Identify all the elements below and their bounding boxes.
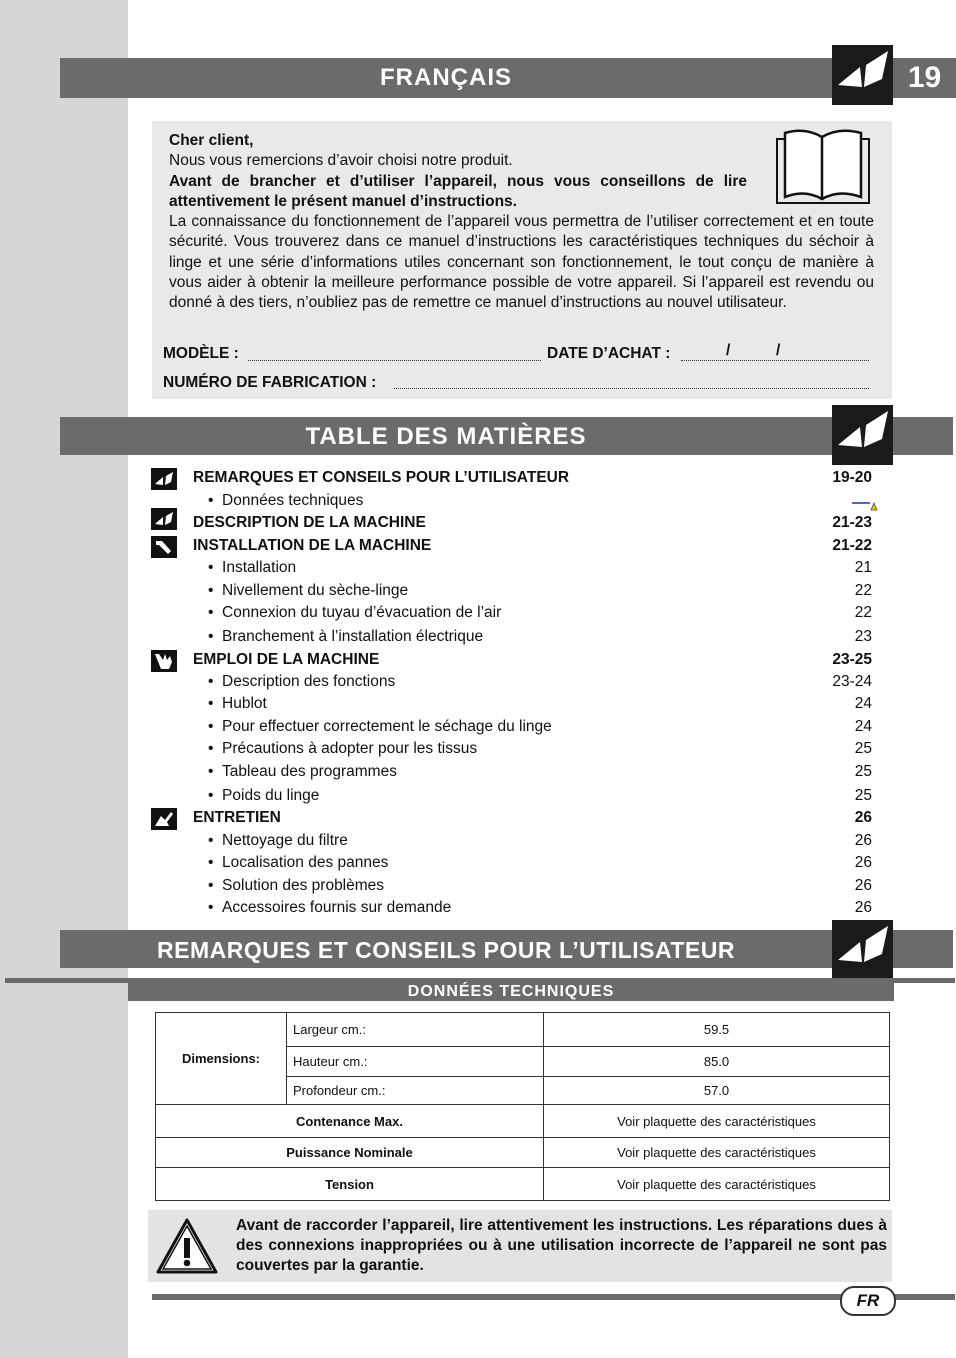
section-title: REMARQUES ET CONSEILS POUR L’UTILISATEUR [157, 937, 735, 963]
thanks-text: Nous vous remercions d’avoir choisi notre produit. [169, 152, 513, 170]
header-bar [60, 58, 832, 98]
dimensions-label: Dimensions: [156, 1013, 287, 1105]
book-icon-box [832, 45, 893, 105]
toc-bullet-label: • Description des fonctions [208, 673, 396, 690]
book-icon-box [832, 920, 893, 978]
toc-subentry[interactable] [193, 876, 872, 896]
toc-subentry[interactable] [193, 853, 872, 873]
purchase-date-field[interactable] [681, 360, 869, 361]
toc-bullet-label: • Nettoyage du filtre [208, 832, 348, 849]
date-slash: / [776, 342, 781, 359]
toc-entry-label: REMARQUES ET CONSEILS POUR L’UTILISATEUR [193, 469, 570, 486]
toc-entry-page: 21-22 [832, 537, 872, 554]
cleaning-icon [151, 808, 177, 830]
greeting: Cher client, [169, 132, 254, 149]
toc-subentry[interactable] [193, 762, 872, 782]
intro-box [152, 121, 892, 399]
toc-bullet-label: • Données techniques [208, 492, 364, 509]
footer-line [152, 1294, 955, 1300]
toc-subentry-page: 22 [854, 582, 872, 599]
toc-entry-page: 23-25 [832, 651, 872, 668]
toc-subentry-label: Poids du linge [222, 787, 320, 804]
toc-subentry-page: 26 [854, 832, 872, 849]
toc-subentry[interactable] [193, 581, 872, 601]
open-book-icon [832, 405, 893, 465]
open-book-icon [832, 920, 893, 978]
width-value: 59.5 [544, 1013, 890, 1047]
toc-bullet-label: • Poids du linge [208, 787, 320, 804]
toc-subentry-page: 25 [854, 763, 872, 780]
toc-subentry-label: Nettoyage du filtre [222, 832, 348, 849]
date-slash: / [726, 342, 731, 359]
toc-entry-page: 21-23 [832, 514, 872, 531]
toc-subentry-label: Hublot [222, 695, 267, 712]
toc-subentry-label: Pour effectuer correctement le séchage du linge [222, 718, 552, 735]
toc-subentry-page: 25 [854, 787, 872, 804]
toc-bullet-label: • Pour effectuer correctement le séchage du linge [208, 718, 552, 735]
toc-entry[interactable] [193, 536, 872, 556]
toc-entry-label: DESCRIPTION DE LA MACHINE [193, 514, 426, 531]
toc-subentry-label: Description des fonctions [222, 673, 396, 690]
serial-field[interactable] [394, 388, 869, 389]
toc-entry[interactable] [193, 650, 872, 670]
toc-subentry-page: 21 [854, 559, 872, 576]
toc-subentry[interactable] [193, 672, 872, 692]
toc-subentry-page: 26 [854, 854, 872, 871]
toc-subentry-page: 24 [854, 718, 872, 735]
toc-bullet-label: • Connexion du tuyau d’évacuation de l’air [208, 604, 502, 621]
toc-bullet-label: • Localisation des pannes [208, 854, 389, 871]
toc-subentry[interactable] [193, 694, 872, 714]
purchase-date-label: DATE D’ACHAT : [547, 345, 671, 362]
toc-subentry-label: Installation [222, 559, 297, 576]
toc-subentry[interactable] [193, 898, 872, 918]
page-number: 19 [893, 58, 956, 98]
warning-box [148, 1210, 892, 1282]
subsection-bar [128, 982, 894, 1001]
toc-entry-label: INSTALLATION DE LA MACHINE [193, 537, 432, 554]
book-icon [151, 508, 177, 530]
toc-bullet-label: • Tableau des programmes [208, 763, 397, 780]
section-bar-end [893, 930, 953, 968]
open-book-icon [832, 45, 893, 105]
toc-subentry-page: 25 [854, 740, 872, 757]
model-label: MODÈLE : [163, 345, 239, 362]
annotation-marker-icon [852, 498, 880, 512]
toc-entry-page: 19-20 [832, 469, 872, 486]
toc-entry-page: 26 [854, 809, 872, 826]
toc-subentry-label: Localisation des pannes [222, 854, 389, 871]
advice-text: Avant de brancher et d’utiliser l’appareil, nous vous conseillons de lire attentivement le présent manuel d’instructions. [169, 172, 747, 210]
width-label: Largeur cm.: [287, 1013, 544, 1047]
intro-body: La connaissance du fonctionnement de l’appareil vous permettra de l’utiliser correctement et en toute sécurité. Vous trouverez dans ce manuel d’instructions les caractéristiques techniques du séchoir à linge et une série d’informations utiles concernant son fonctionnement, le tout conçu de manière à vous aider à obtenir la meilleure performance possible de votre appareil. Si l’appareil est revendu ou donné à des tiers, n’oubliez pas de remettre ce manuel d’instructions au nouvel utilisateur. [169, 213, 874, 312]
toc-subentry-label: Précautions à adopter pour les tissus [222, 740, 478, 757]
voltage-value: Voir plaquette des caractéristiques [544, 1168, 890, 1201]
toc-subentry[interactable] [193, 786, 872, 806]
book-icon [151, 468, 177, 490]
serial-label: NUMÉRO DE FABRICATION : [163, 374, 377, 391]
toc-entry[interactable] [193, 513, 872, 533]
toc-subentry-page: 22 [854, 604, 872, 621]
power-value: Voir plaquette des caractéristiques [544, 1138, 890, 1168]
toc-bullet-label: • Nivellement du sèche-linge [208, 582, 409, 599]
depth-label: Profondeur cm.: [287, 1077, 544, 1105]
toc-subentry[interactable] [193, 739, 872, 759]
subsection-title: DONNÉES TECHNIQUES [407, 983, 615, 1000]
toc-subentry[interactable] [193, 603, 872, 623]
language-badge: FR [840, 1286, 896, 1316]
toc-subentry-label: Connexion du tuyau d’évacuation de l’air [222, 604, 502, 621]
toc-subentry[interactable] [193, 491, 872, 511]
toc-subentry-page: 23 [854, 628, 872, 645]
toc-subentry-page: 26 [854, 877, 872, 894]
wrench-icon [151, 536, 177, 558]
toc-subentry-label: Solution des problèmes [222, 877, 385, 894]
warning-icon [154, 1216, 220, 1276]
toc-entry-label: ENTRETIEN [193, 809, 281, 826]
toc-subentry-page: 24 [854, 695, 872, 712]
model-field[interactable] [248, 360, 541, 361]
capacity-value: Voir plaquette des caractéristiques [544, 1105, 890, 1138]
toc-title: TABLE DES MATIÈRES [305, 423, 587, 450]
section-bar [60, 930, 832, 968]
header-title: FRANÇAIS [380, 64, 512, 91]
height-value: 85.0 [544, 1047, 890, 1077]
toc-entry-label: EMPLOI DE LA MACHINE [193, 651, 380, 668]
toc-bullet-label: • Branchement à l’installation électrique [208, 628, 484, 645]
toc-subentry-label: Tableau des programmes [222, 763, 397, 780]
toc-bullet-label: • Solution des problèmes [208, 877, 385, 894]
depth-value: 57.0 [544, 1077, 890, 1105]
toc-subentry[interactable] [193, 831, 872, 851]
specs-table [155, 1012, 890, 1201]
book-icon-box [832, 405, 893, 465]
page-margin [0, 0, 128, 1358]
toc-subentry-label: Accessoires fournis sur demande [222, 899, 452, 916]
toc-bullet-label: • Précautions à adopter pour les tissus [208, 740, 478, 757]
toc-bullet-label: • Installation [208, 559, 297, 576]
toc-subentry-label: Nivellement du sèche-linge [222, 582, 409, 599]
toc-bullet-label: • Accessoires fournis sur demande [208, 899, 452, 916]
toc-subentry[interactable] [193, 627, 872, 647]
toc-bar [60, 417, 832, 455]
toc-entry[interactable] [193, 468, 872, 488]
toc-subentry-page: 26 [854, 899, 872, 916]
toc-subentry-label: Données techniques [222, 492, 364, 509]
toc-entry[interactable] [193, 808, 872, 828]
warning-text: Avant de raccorder l’appareil, lire attentivement les instructions. Les réparations dues à des connexions inappropriées ou à une utilisation incorrecte de l’appareil ne sont pas couvertes par la garantie. [236, 1217, 887, 1274]
toc-subentry[interactable] [193, 717, 872, 737]
voltage-label: Tension [156, 1168, 544, 1201]
toc-subentry[interactable] [193, 558, 872, 578]
hand-icon [151, 650, 177, 672]
toc-bar-end [893, 417, 953, 455]
toc-subentry-label: Branchement à l’installation électrique [222, 628, 484, 645]
toc-bullet-label: • Hublot [208, 695, 267, 712]
toc-subentry-page: 23-24 [832, 673, 872, 690]
power-label: Puissance Nominale [156, 1138, 544, 1168]
height-label: Hauteur cm.: [287, 1047, 544, 1077]
capacity-label: Contenance Max. [156, 1105, 544, 1138]
